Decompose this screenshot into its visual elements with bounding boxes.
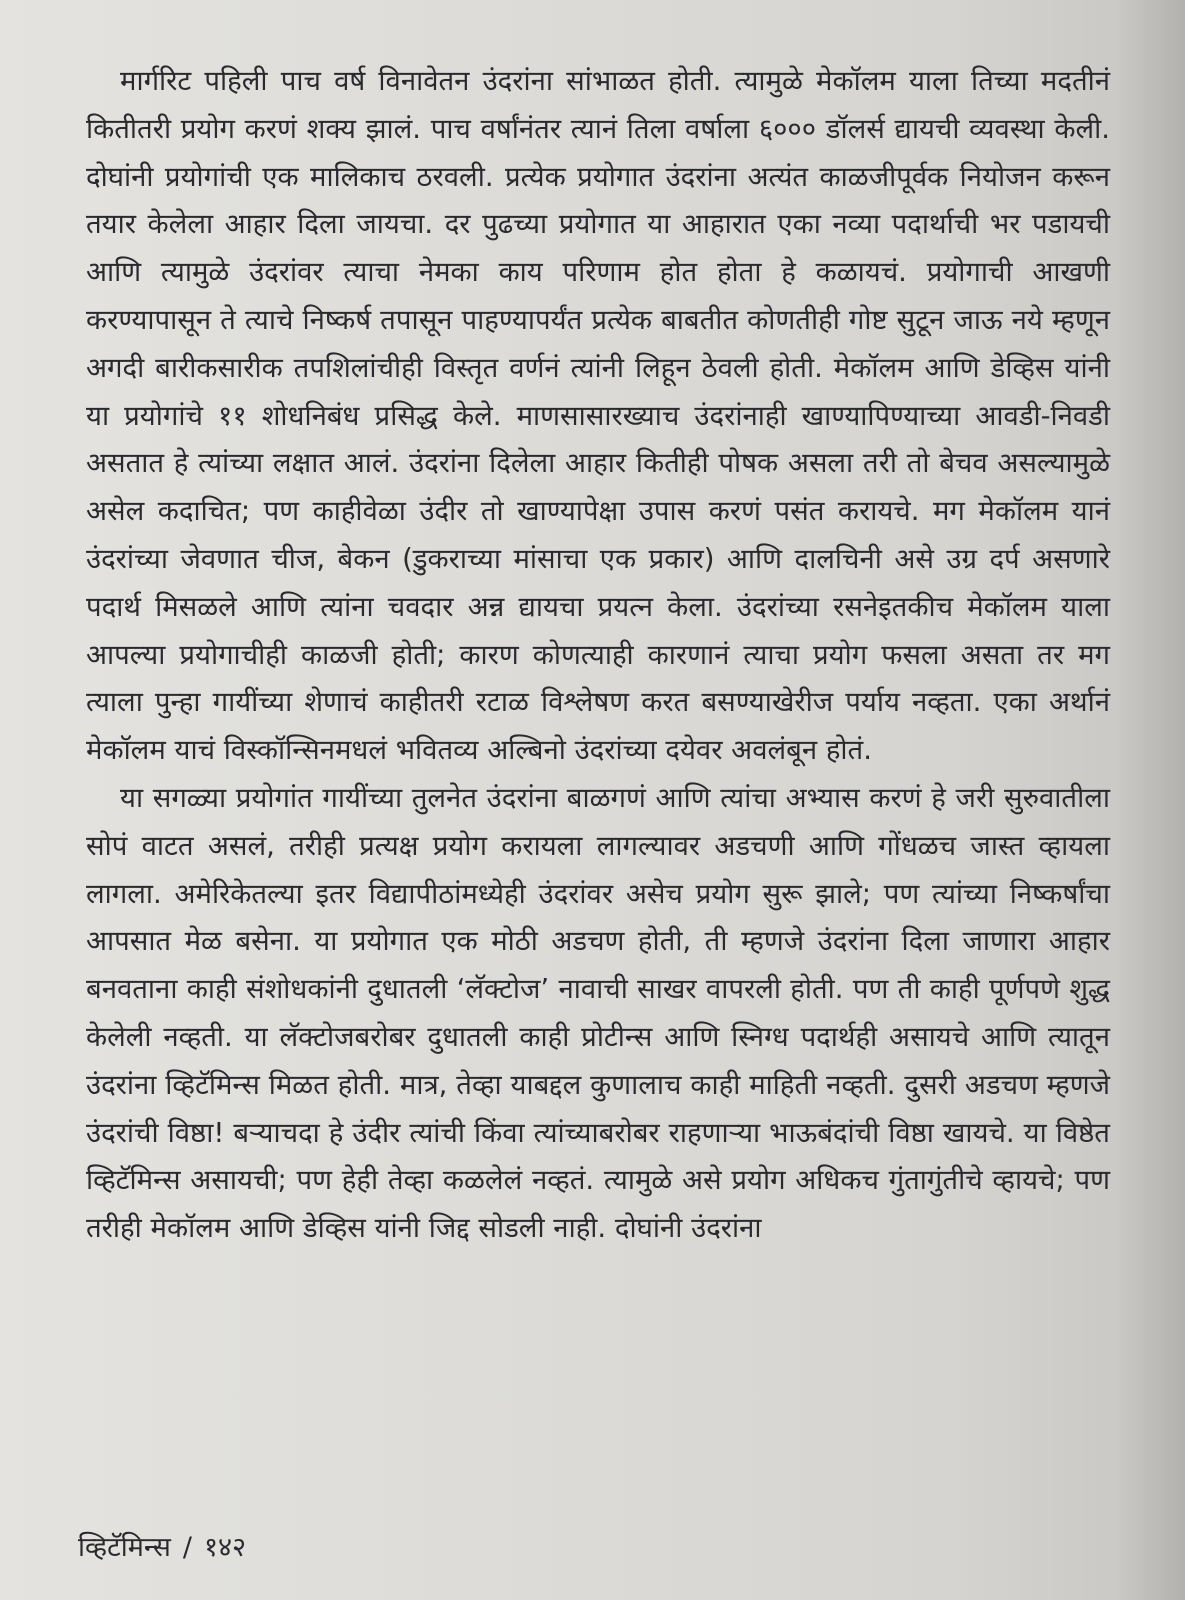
paragraph-1: मार्गरिट पहिली पाच वर्ष विनावेतन उंदरांना सांभाळत होती. त्यामुळे मेकॉलम याला तिच्या मदतीनं कितीतरी प्रयोग करणं शक्य झालं. पाच वर्षांनंतर त्यानं तिला वर्षाला ६००० डॉलर्स द्यायची व्यवस्था केली. दोघांनी प्रयोगांची एक मालिकाच ठरवली. प्रत्येक प्रयोगात उंदरांना अत्यंत काळजीपूर्वक नियोजन करून तयार केलेला आहार दिला जायचा. दर पुढच्या प्रयोगात या आहारात एका नव्या पदार्थाची भर पडायची आणि त्यामुळे उंदरांवर त्याचा नेमका काय परिणाम होत होता हे कळायचं. प्रयोगाची आखणी करण्यापासून ते त्याचे निष्कर्ष तपासून पाहण्यापर्यंत प्रत्येक बाबतीत कोणतीही गोष्ट सुटून जाऊ नये म्हणून अगदी बारीकसारीक तपशिलांचीही विस्तृत वर्णनं त्यांनी लिहून ठेवली होती. मेकॉलम आणि डेव्हिस यांनी या प्रयोगांचे ११ शोधनिबंध प्रसिद्ध केले. माणसासारख्याच उंदरांनाही खाण्यापिण्याच्या आवडी-निवडी असतात हे त्यांच्या लक्षात आलं. उंदरांना दिलेला आहार कितीही पोषक असला तरी तो बेचव असल्यामुळे असेल कदाचित; पण काहीवेळा उंदीर तो खाण्यापेक्षा उपास करणं पसंत करायचे. मग मेकॉलम यानं उंदरांच्या जेवणात चीज, बेकन (डुकराच्या मांसाचा एक प्रकार) आणि दालचिनी असे उग्र दर्प असणारे पदार्थ मिसळले आणि त्यांना चवदार अन्न द्यायचा प्रयत्न केला. उंदरांच्या रसनेइतकीच मेकॉलम याला आपल्या प्रयोगाचीही काळजी होती; कारण कोणत्याही कारणानं त्याचा प्रयोग फसला असता तर मग त्याला पुन्हा गायींच्या शेणाचं काहीतरी रटाळ विश्लेषण करत बसण्याखेरीज पर्याय नव्हता. एका अर्थानं मेकॉलम याचं विस्कॉन्सिनमधलं भवितव्य अल्बिनो उंदरांच्या दयेवर अवलंबून होतं. <box>86 65 1110 767</box>
running-title: व्हिटॅमिन्स <box>78 1532 171 1563</box>
paragraph-2: या सगळ्या प्रयोगांत गायींच्या तुलनेत उंदरांना बाळगणं आणि त्यांचा अभ्यास करणं हे जरी सुरुवातीला सोपं वाटत असलं, तरीही प्रत्यक्ष प्रयोग करायला लागल्यावर अडचणी आणि गोंधळच जास्त व्हायला लागला. अमेरिकेतल्या इतर विद्यापीठांमध्येही उंदरांवर असेच प्रयोग सुरू झाले; पण त्यांच्या निष्कर्षांचा आपसात मेळ बसेना. या प्रयोगात एक मोठी अडचण होती, ती म्हणजे उंदरांना दिला जाणारा आहार बनवताना काही संशोधकांनी दुधातली ‘लॅक्टोज’ नावाची साखर वापरली होती. पण ती काही पूर्णपणे शुद्ध केलेली नव्हती. या लॅक्टोजबरोबर दुधातली काही प्रोटीन्स आणि स्निग्ध पदार्थही असायचे आणि त्यातून उंदरांना व्हिटॅमिन्स मिळत होती. मात्र, तेव्हा याबद्दल कुणालाच काही माहिती नव्हती. दुसरी अडचण म्हणजे उंदरांची विष्ठा! बऱ्याचदा हे उंदीर त्यांची किंवा त्यांच्याबरोबर राहणाऱ्या भाऊबंदांची विष्ठा खायचे. या विष्ठेत व्हिटॅमिन्स असायची; पण हेही तेव्हा कळलेलं नव्हतं. त्यामुळे असे प्रयोग अधिकच गुंतागुंतीचे व्हायचे; पण तरीही मेकॉलम आणि डेव्हिस यांनी जिद्द सोडली नाही. दोघांनी उंदरांना <box>86 781 1110 1245</box>
page-footer <box>78 1528 246 1568</box>
footer-separator: / <box>182 1532 192 1563</box>
body-text <box>86 58 1110 1253</box>
page-number: १४२ <box>203 1532 247 1563</box>
page-curve-shadow <box>1115 0 1185 1600</box>
